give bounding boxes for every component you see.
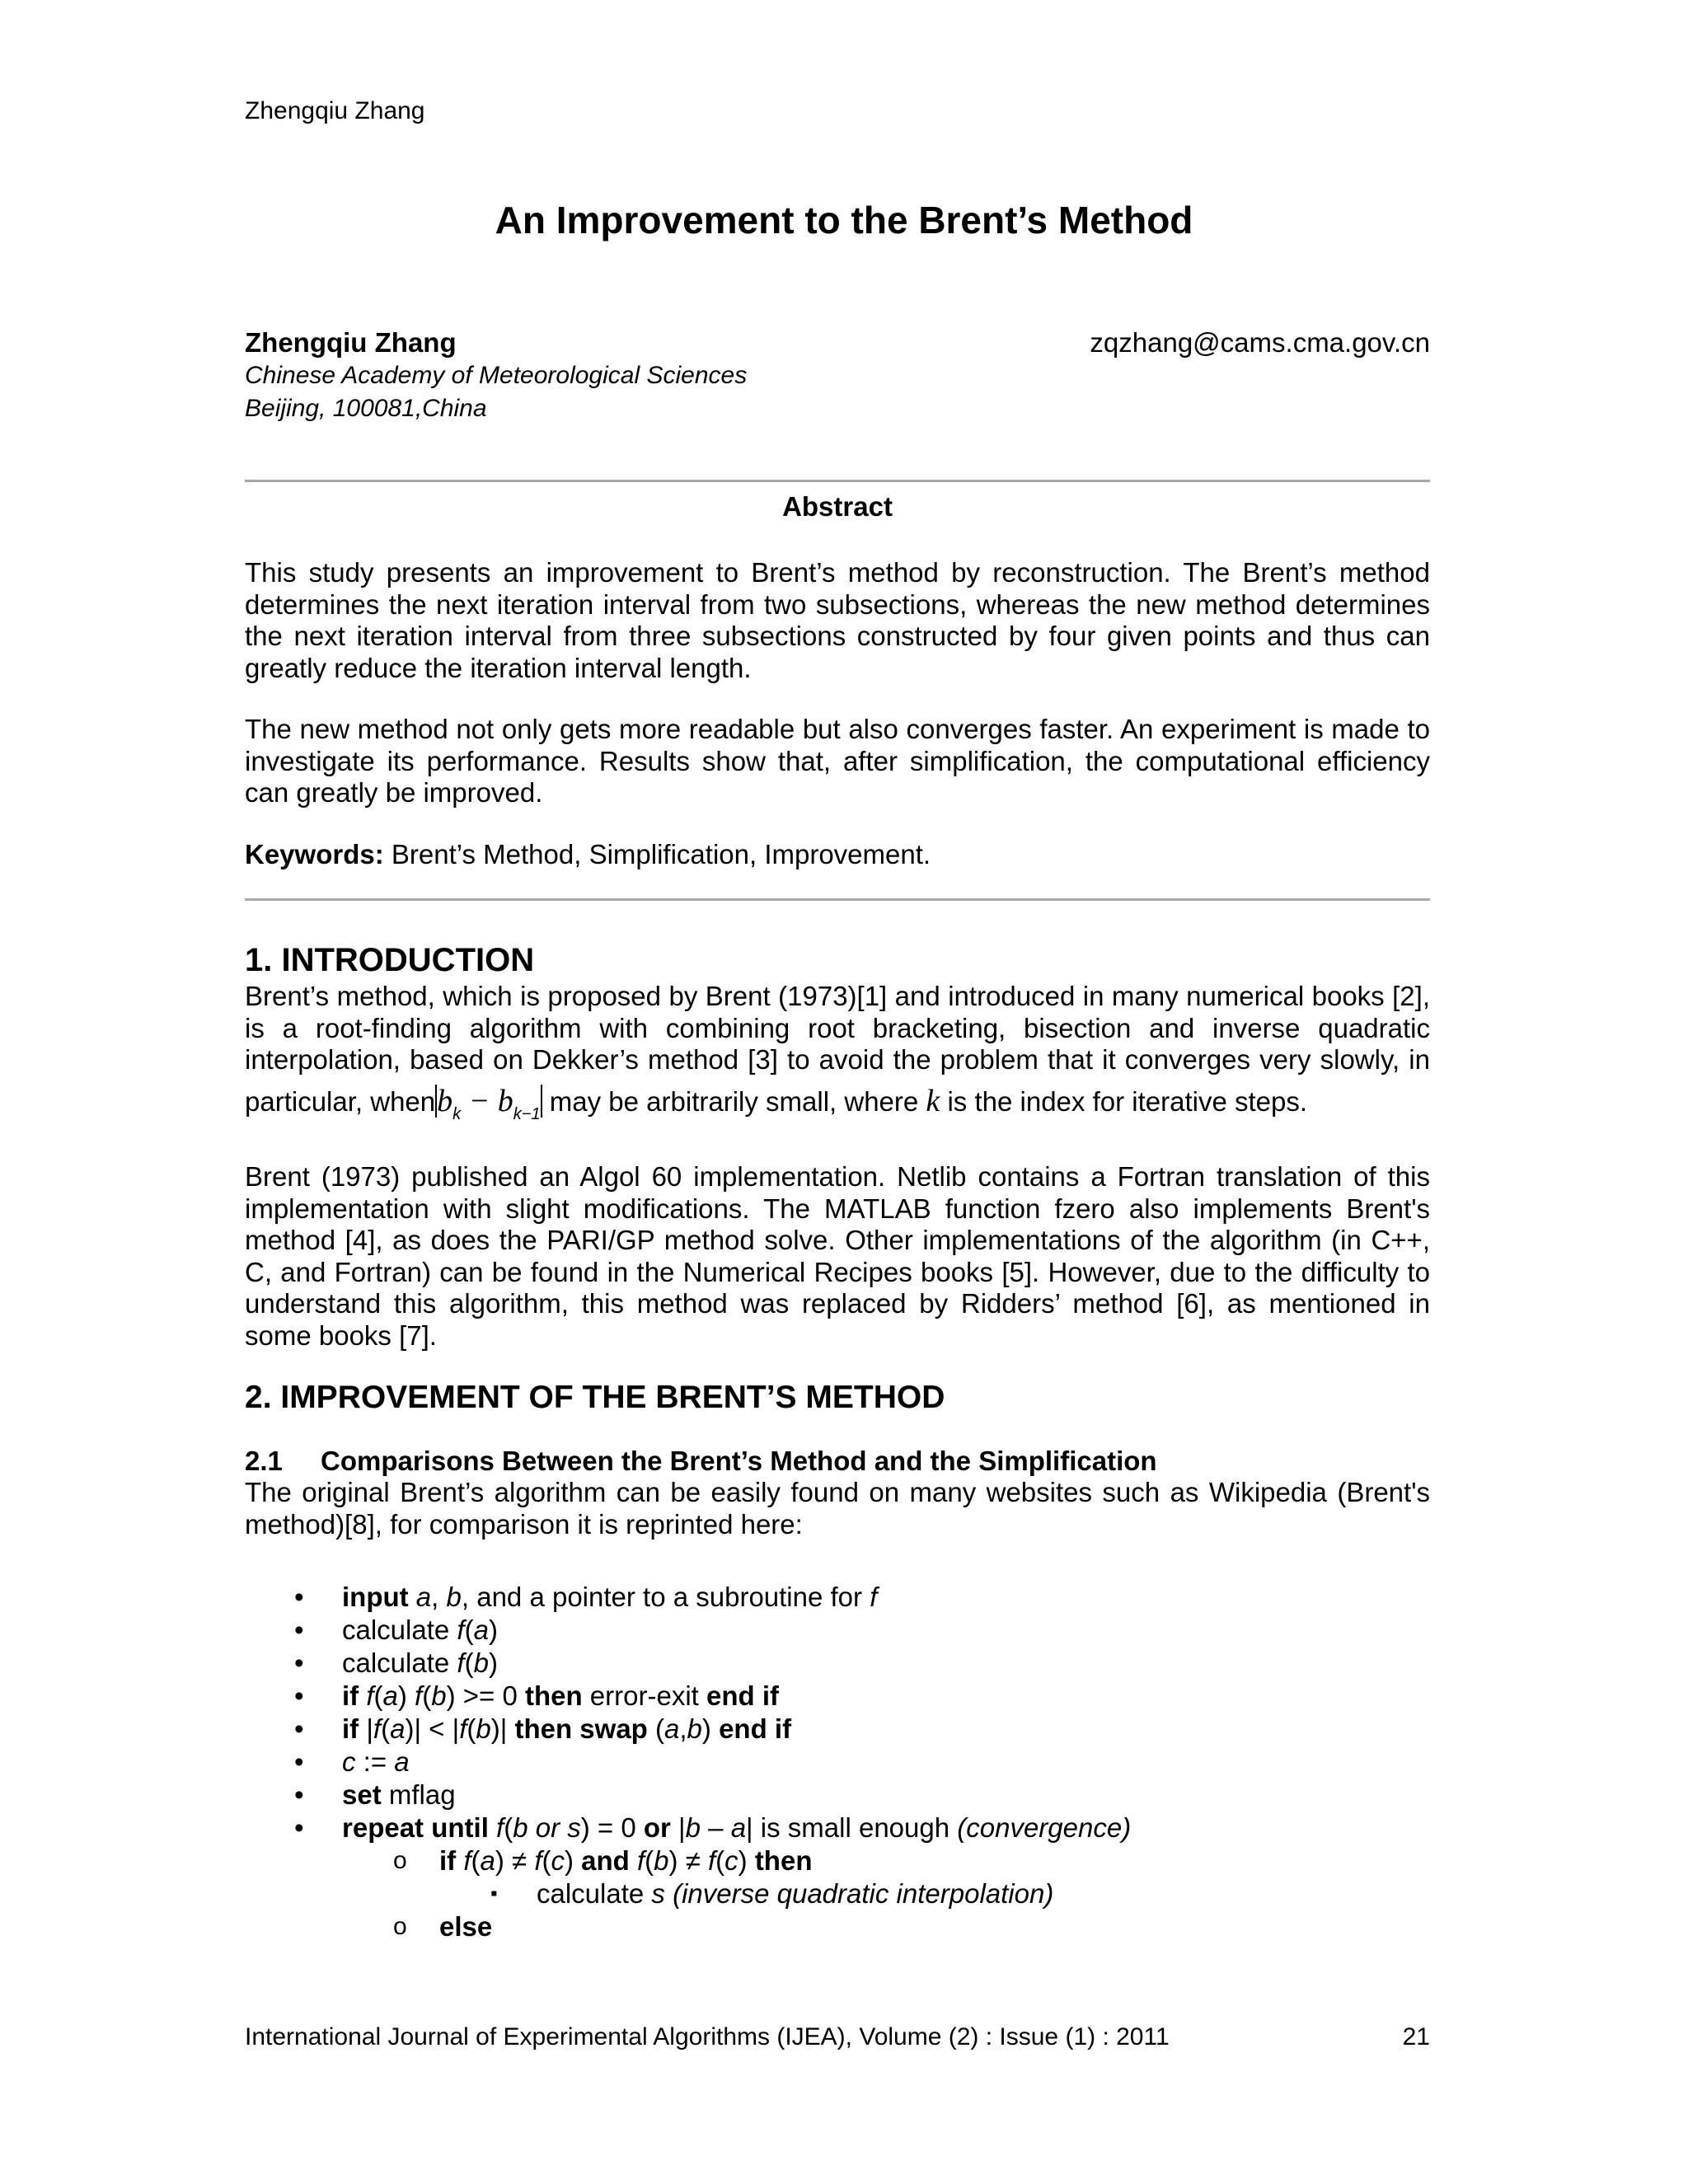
- keyword: or: [643, 1812, 671, 1843]
- page-footer: [245, 2023, 1430, 2051]
- list-item-text: [342, 1811, 1131, 1844]
- text: | is small enough: [746, 1812, 958, 1843]
- text: (: [467, 1713, 476, 1744]
- abstract-bottom-rule: [245, 898, 1430, 901]
- text: ,: [431, 1582, 447, 1612]
- author-block: [245, 326, 1430, 425]
- bullet: •: [294, 1615, 304, 1645]
- keywords: [245, 839, 1430, 871]
- text: (: [542, 1845, 551, 1876]
- text: –: [700, 1812, 731, 1843]
- intro-paragraph-1-math-line: [245, 1081, 1430, 1134]
- list-item-text: [342, 1713, 791, 1746]
- subsection-number: 2.1: [245, 1446, 283, 1476]
- keyword: then: [524, 1680, 583, 1711]
- text: calculate: [342, 1615, 457, 1645]
- running-head: Zhengqiu Zhang: [245, 97, 425, 124]
- author-name: Zhengqiu Zhang: [245, 327, 457, 358]
- var: f: [359, 1680, 374, 1711]
- text: (: [464, 1647, 474, 1678]
- var: c: [551, 1845, 565, 1876]
- list-item-text: [342, 1581, 877, 1614]
- author-email: zqzhang@cams.cma.gov.cn: [1090, 327, 1430, 358]
- list-item: [245, 1779, 1430, 1811]
- list-item-text: [342, 1614, 498, 1647]
- var: a: [730, 1812, 747, 1843]
- text: ): [397, 1680, 415, 1711]
- intro-math-line-end: is the index for iterative steps.: [940, 1086, 1308, 1117]
- var: f: [457, 1615, 465, 1645]
- text: ): [738, 1845, 755, 1876]
- var: c: [724, 1845, 738, 1876]
- intro-math-line-mid: may be arbitrarily small, where: [542, 1086, 926, 1117]
- section-2-heading: 2. IMPROVEMENT OF THE BRENT’S METHOD: [245, 1380, 945, 1415]
- var: f: [373, 1713, 382, 1744]
- author-address: Beijing, 100081,China: [245, 395, 487, 422]
- var: a: [394, 1746, 410, 1777]
- list-item-text: [439, 1844, 812, 1877]
- subsection-2-1-heading: [245, 1446, 1157, 1477]
- section-1-heading: 1. INTRODUCTION: [245, 942, 535, 978]
- list-item-text: [342, 1647, 498, 1680]
- var: b: [687, 1713, 702, 1744]
- text: |: [670, 1812, 686, 1843]
- var: b: [473, 1647, 489, 1678]
- bullet: •: [294, 1779, 304, 1810]
- keyword: input: [342, 1582, 409, 1612]
- var: f: [629, 1845, 645, 1876]
- journal-citation: International Journal of Experimental Algorithms (IJEA), Volume (2) : Issue (1) : 2011: [245, 2023, 1170, 2050]
- sub-bullet: o: [393, 1913, 407, 1940]
- keyword: set: [342, 1779, 382, 1810]
- text: ) = 0: [580, 1812, 644, 1843]
- abstract-paragraph-2: The new method not only gets more readable but also converges faster. An experiment is made to investigate its performance. Results show that, after simplification, the computational efficiency can greatly be improved.: [245, 714, 1430, 808]
- keywords-text: Brent’s Method, Simplification, Improvement.: [383, 839, 931, 869]
- text: ): [564, 1845, 582, 1876]
- author-affiliation: Chinese Academy of Meteorological Sciences: [245, 362, 748, 389]
- list-item: [245, 1910, 1430, 1943]
- bullet: •: [294, 1582, 304, 1612]
- bullet: •: [294, 1647, 304, 1678]
- text: calculate: [342, 1647, 457, 1678]
- list-item: [245, 1746, 1430, 1779]
- math-b: b: [437, 1084, 453, 1118]
- math-b-prev: b: [497, 1084, 513, 1118]
- keyword: end if: [706, 1680, 779, 1711]
- list-item: [245, 1680, 1430, 1713]
- var: f: [534, 1845, 542, 1876]
- keyword: if: [342, 1713, 359, 1744]
- keyword: if: [342, 1680, 359, 1711]
- keyword: end if: [719, 1713, 792, 1744]
- intro-math-line-start: particular, when: [245, 1086, 436, 1117]
- list-item-text: [342, 1680, 779, 1713]
- abstract-top-rule: [245, 480, 1430, 482]
- var: f: [457, 1647, 465, 1678]
- abstract-heading: Abstract: [782, 491, 893, 522]
- section-2-paragraph-1: The original Brent’s algorithm can be easily found on many websites such as Wikipedia (Brent's method)[8], for comparison it is reprinted here:: [245, 1477, 1430, 1540]
- var: b: [476, 1713, 491, 1744]
- keywords-label: Keywords:: [245, 839, 384, 869]
- text: ): [701, 1713, 720, 1744]
- var: a: [480, 1845, 495, 1876]
- var: a: [382, 1680, 398, 1711]
- var: b: [446, 1582, 462, 1612]
- subsection-title: Comparisons Between the Brent’s Method and the Simplification: [321, 1446, 1157, 1476]
- var: c: [342, 1746, 356, 1777]
- var: a: [390, 1713, 406, 1744]
- var: f: [870, 1582, 878, 1612]
- text: (: [471, 1845, 481, 1876]
- text: :=: [355, 1746, 395, 1777]
- bullet: •: [294, 1680, 304, 1711]
- text: ): [488, 1615, 498, 1645]
- list-item-text: [342, 1746, 410, 1779]
- text: mflag: [381, 1779, 456, 1810]
- text: (: [647, 1713, 664, 1744]
- text: |: [359, 1713, 373, 1744]
- list-item: [245, 1581, 1430, 1614]
- intro-paragraph-2: Brent (1973) published an Algol 60 implementation. Netlib contains a Fortran translation of this implementation with slight modifications. The MATLAB function fzero also implements Brent's method [4], as does the PARI/GP method solve. Other implementations of the algorithm (in C++, C, and Fortran) can be found in the Numerical Recipes books [5]. However, due to the difficulty to understand this algorithm, this method was replaced by Ridders’ method [6], as mentioned in some books [7].: [245, 1161, 1430, 1351]
- var: b or s: [513, 1812, 581, 1843]
- text: (: [464, 1615, 474, 1645]
- list-item-text: [439, 1910, 492, 1943]
- text: error-exit: [582, 1680, 706, 1711]
- list-item: [245, 1614, 1430, 1647]
- text: )| < |: [405, 1713, 460, 1744]
- text: ) ≠: [495, 1845, 535, 1876]
- var: s: [651, 1878, 665, 1909]
- text: ): [488, 1647, 498, 1678]
- list-item: [245, 1647, 1430, 1680]
- abstract-paragraph-1: This study presents an improvement to Brent’s method by reconstruction. The Brent’s method determines the next iteration interval from two subsections, whereas the new method determines the next iteration interval from three subsections constructed by four given points and thus can greatly reduce the iteration interval length.: [245, 557, 1430, 683]
- bullet: •: [294, 1746, 304, 1777]
- keyword: repeat until: [342, 1812, 489, 1843]
- bullet: •: [294, 1812, 304, 1843]
- sub-sub-bullet: ▪: [490, 1882, 498, 1905]
- var: b: [431, 1680, 447, 1711]
- list-item-text: [342, 1779, 456, 1811]
- text: (: [645, 1845, 654, 1876]
- math-sub-k: k: [452, 1105, 462, 1123]
- keyword: then swap: [514, 1713, 648, 1744]
- text: )|: [490, 1713, 515, 1744]
- comment: (inverse quadratic interpolation): [664, 1878, 1054, 1909]
- text: (: [715, 1845, 725, 1876]
- var: f: [488, 1812, 504, 1843]
- paper-title: An Improvement to the Brent’s Method: [495, 199, 1193, 241]
- intro-paragraph-1: Brent’s method, which is proposed by Brent (1973)[1] and introduced in many numerical books [2], is a root-finding algorithm with combining root bracketing, bisection and inverse quadratic interpolation, based on Dekker’s method [3] to avoid the problem that it converges very slowly, in: [245, 981, 1430, 1075]
- math-sub-k-minus-1: k−1: [513, 1105, 541, 1123]
- list-item: [245, 1713, 1430, 1746]
- list-item-text: [537, 1877, 1053, 1910]
- text: (: [381, 1713, 391, 1744]
- sub-bullet: o: [393, 1847, 407, 1874]
- math-minus: −: [461, 1084, 498, 1118]
- text: (: [504, 1812, 513, 1843]
- keyword: if: [439, 1845, 457, 1876]
- var: a: [408, 1582, 432, 1612]
- list-item: [245, 1811, 1430, 1844]
- text: (: [422, 1680, 432, 1711]
- var: f: [456, 1845, 471, 1876]
- text: ) ≠: [668, 1845, 708, 1876]
- var: a: [664, 1713, 680, 1744]
- keyword: else: [439, 1911, 493, 1942]
- algorithm-list: [245, 1581, 1430, 1943]
- keyword: and: [581, 1845, 630, 1876]
- text: ,: [679, 1713, 687, 1744]
- text: calculate: [537, 1878, 652, 1909]
- math-k: k: [926, 1084, 940, 1118]
- text: , and a pointer to a subroutine for: [461, 1582, 870, 1612]
- var: f: [459, 1713, 467, 1744]
- var: a: [473, 1615, 489, 1645]
- var: f: [415, 1680, 423, 1711]
- text: ) >= 0: [446, 1680, 525, 1711]
- var: b: [685, 1812, 701, 1843]
- bullet: •: [294, 1713, 304, 1744]
- var: f: [707, 1845, 716, 1876]
- keyword: then: [754, 1845, 813, 1876]
- list-item: [245, 1877, 1430, 1910]
- var: b: [654, 1845, 669, 1876]
- text: (: [373, 1680, 383, 1711]
- page-number: 21: [1402, 2023, 1430, 2050]
- list-item: [245, 1844, 1430, 1877]
- comment: (convergence): [957, 1812, 1132, 1843]
